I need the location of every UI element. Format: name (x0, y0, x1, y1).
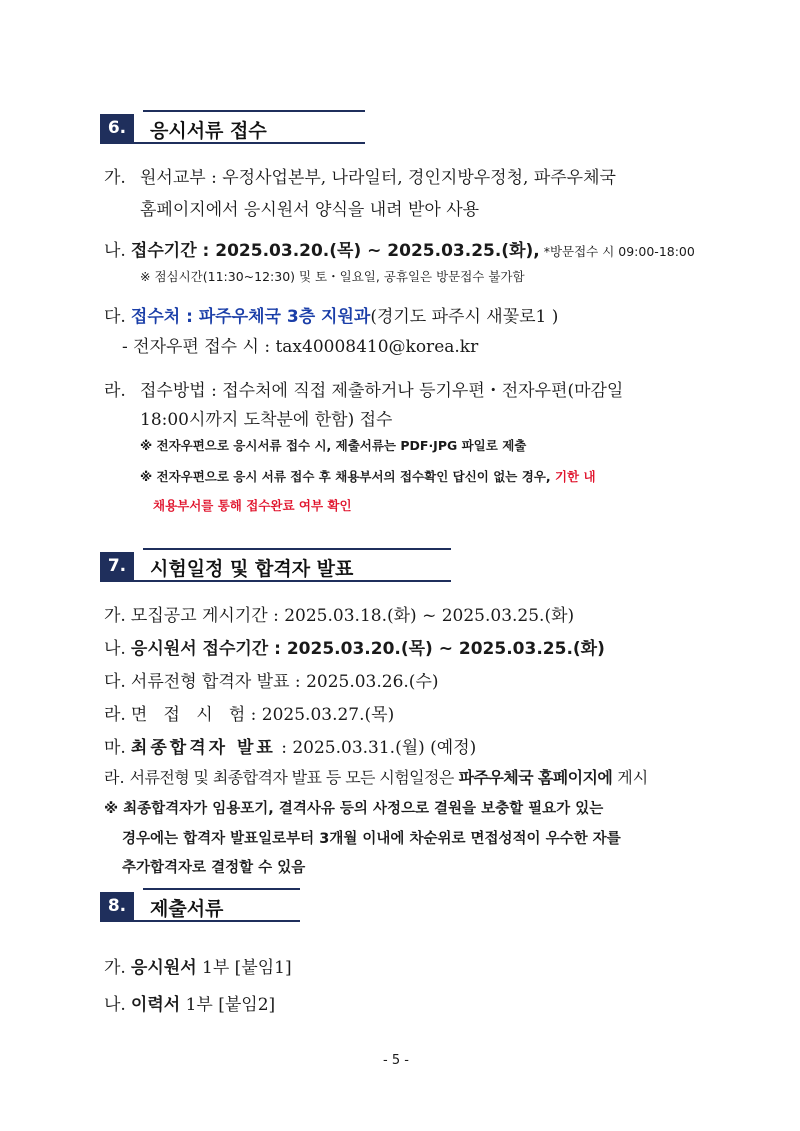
s6-ra-line1: 접수방법 : 접수처에 직접 제출하거나 등기우편・전자우편(마감일 (140, 381, 624, 401)
section-7-number: 7. (100, 552, 134, 580)
s6-ra-note1: ※ 전자우편으로 응시서류 접수 시, 제출서류는 PDF·JPG 파일로 제출 (140, 438, 527, 453)
s6-na-label: 접수기간 (130, 241, 197, 261)
section-7-top-rule (143, 548, 451, 550)
section-6-underline (100, 142, 365, 144)
section-8-underline (100, 920, 300, 922)
s6-da-sub: - 전자우편 접수 시 : tax40008410@korea.kr (122, 337, 479, 357)
section-6-top-rule (143, 110, 365, 112)
s6-ra-note3: 채용부서를 통해 접수완료 여부 확인 (153, 498, 352, 513)
section-7-underline (100, 580, 451, 582)
s8-item-na: 나. 이력서 1부 [붙임2] (104, 995, 276, 1015)
s7-item-ga: 가. 모집공고 게시기간 : 2025.03.18.(화) ~ 2025.03.25.(화) (104, 606, 575, 626)
section-8-number: 8. (100, 892, 134, 920)
s6-da-address: (경기도 파주시 새꽃로1 ) (370, 307, 559, 327)
s6-da-value: : 파주우체국 3층 지원과 (180, 307, 371, 327)
s7-note-line3: 추가합격자로 결정할 수 있음 (122, 860, 306, 876)
section-6-number: 6. (100, 114, 134, 142)
s7-item-ra: 라. 면 접 시 험 : 2025.03.27.(목) (104, 705, 395, 725)
s7-item-ra2: 라. 서류전형 및 최종합격자 발표 등 모든 시험일정은 파주우체국 홈페이지에 게시 (104, 768, 649, 787)
section-7-title: 시험일정 및 합격자 발표 (150, 558, 354, 580)
s6-da-label: 접수처 (130, 307, 181, 327)
s7-item-na: 나. 응시원서 접수기간 : 2025.03.20.(목) ~ 2025.03.25.(화) (104, 639, 605, 659)
s7-note-line2: 경우에는 합격자 발표일로부터 3개월 이내에 차순위로 면접성적이 우수한 자를 (122, 831, 621, 847)
s6-na-visit: *방문접수 시 09:00-18:00 (539, 244, 695, 259)
s6-da-marker: 다. (104, 307, 126, 327)
s6-da-line (104, 302, 558, 327)
s7-item-da: 다. 서류전형 합격자 발표 : 2025.03.26.(수) (104, 672, 439, 692)
page-number: - 5 - (383, 1053, 409, 1068)
s8-item-ga: 가. 응시원서 1부 [붙임1] (104, 958, 292, 978)
s6-na-value: : 2025.03.20.(목) ~ 2025.03.25.(화), (196, 241, 540, 261)
s6-ra-line2: 18:00시까지 도착분에 한함) 접수 (140, 410, 393, 430)
section-8-title: 제출서류 (150, 898, 224, 920)
s6-ga-line1: 원서교부 : 우정사업본부, 나라일터, 경인지방우정청, 파주우체국 (140, 168, 616, 188)
s6-ra-note2: ※ 전자우편으로 응시 서류 접수 후 채용부서의 접수확인 답신이 없는 경우, 기한 내 (140, 469, 596, 484)
s6-na-marker: 나. (104, 241, 126, 261)
section-8-top-rule (143, 888, 300, 890)
s7-note-line1: ※ 최종합격자가 임용포기, 결격사유 등의 사정으로 결원을 보충할 필요가 있는 (104, 801, 604, 817)
s6-na-note: ※ 점심시간(11:30~12:30) 및 토・일요일, 공휴일은 방문접수 불가함 (140, 269, 525, 284)
s6-ga-marker: 가. (104, 168, 126, 188)
section-6-title: 응시서류 접수 (150, 120, 267, 142)
s6-ra-marker: 라. (104, 381, 126, 401)
s6-ga-line2: 홈페이지에서 응시원서 양식을 내려 받아 사용 (140, 200, 480, 220)
s6-na-line (104, 236, 695, 261)
s7-item-ma: 마. 최종합격자 발표 : 2025.03.31.(월) (예정) (104, 738, 477, 758)
